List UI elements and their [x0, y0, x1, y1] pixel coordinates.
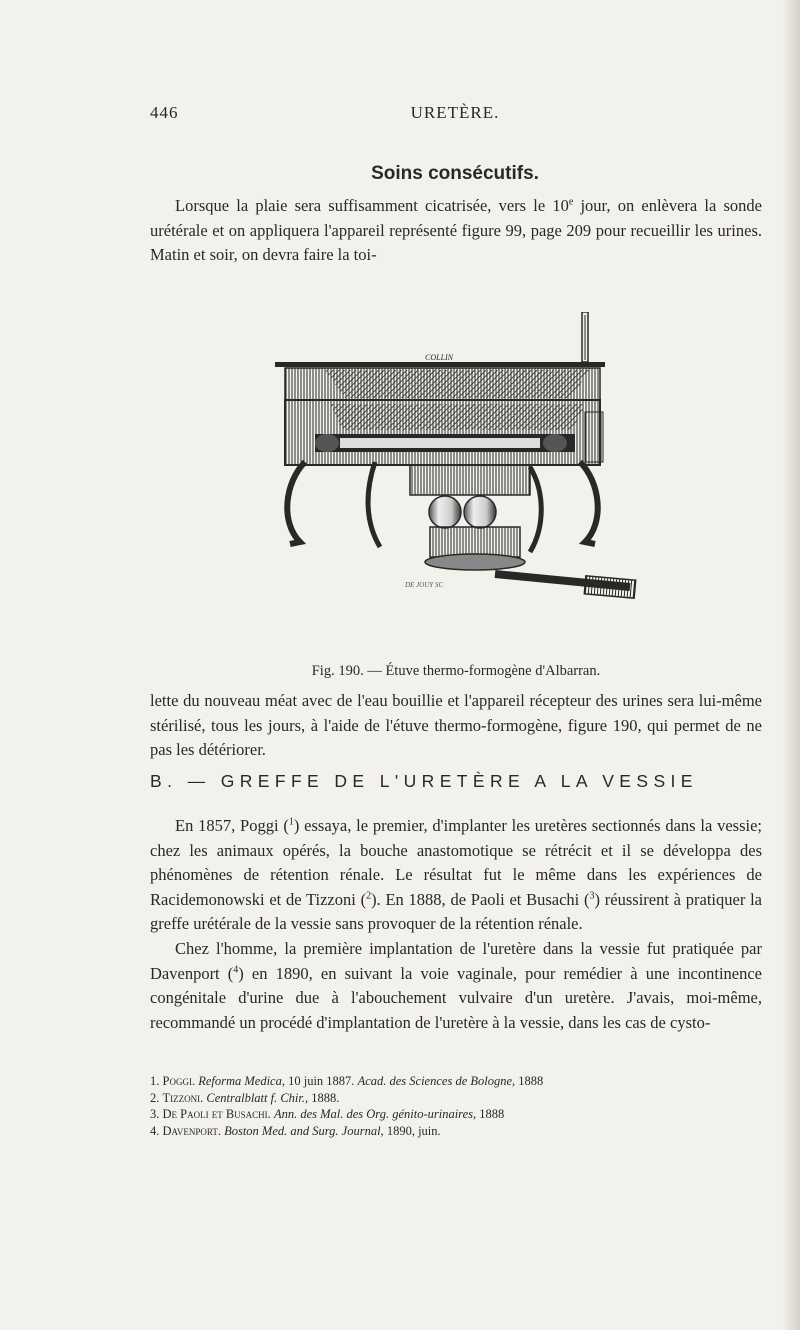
footnote-title: Ann. des Mal. des Org. génito-urinaires, — [273, 1107, 477, 1121]
footnote-detail: 1890, juin. — [383, 1123, 441, 1138]
superscript: e — [568, 196, 574, 208]
footnote-number: 1. — [150, 1074, 160, 1088]
figure-caption: Fig. 190. — Étuve thermo-formogène d'Albarran. — [311, 663, 601, 679]
footnote-title: Boston Med. and Surg. Journal, — [224, 1123, 384, 1138]
footnote-ref-4: 4 — [233, 964, 239, 976]
engraved-label-bottom: DE JOUY SC — [405, 581, 444, 589]
page-number: 446 — [150, 103, 179, 122]
paragraph-1 — [150, 194, 762, 268]
footnote — [150, 1123, 762, 1140]
paragraph-3-text-b: ) essaya, le premier, d'implanter les uretères sectionnés dans la vessie; chez les animaux opérés, la bouche anastomotique se rétrécit et il se développa des phénomènes de rétention rénale. Le résultat fut le même dans les expériences de Racidemonowski et de Tizzoni ( — [150, 816, 762, 909]
paragraph-3-text-c: ). En 1888, de Paoli et Busachi ( — [371, 889, 590, 909]
footnote-journal: Acad. des Sciences de Bologne, — [357, 1074, 516, 1088]
footnote — [150, 1106, 762, 1123]
paragraph-4 — [150, 937, 762, 1035]
paragraph-2: lette du nouveau méat avec de l'eau bouillie et l'appareil récepteur des urines sera lui-même stérilisé, tous les jours, à l'aide de l'étuve thermo-formogène, figure 190, qui permet de ne pas les détériorer. — [150, 691, 762, 760]
footnote-title: Centralblatt f. Chir., — [206, 1090, 309, 1105]
footnote — [150, 1073, 762, 1090]
paragraph-3 — [150, 814, 762, 937]
footnote-ref-1: 1 — [288, 816, 294, 828]
section-title: Soins consécutifs. — [371, 163, 539, 184]
paragraph-3-text-d: ) réussirent à pratiquer la greffe urétérale de la vessie sans provoquer de la rétention rénale. — [150, 889, 762, 934]
paragraph-3-text-a: En 1857, Poggi ( — [175, 816, 289, 835]
footnote-detail: 10 juin 1887. — [284, 1074, 358, 1088]
paragraph-1-text-a: Lorsque la plaie sera suffisamment cicatrisée, vers le 10 — [175, 196, 569, 215]
running-head — [150, 103, 760, 125]
footnote-detail: 1888. — [308, 1090, 340, 1105]
footnote-number: 4. — [150, 1123, 160, 1138]
footnote-number: 2. — [150, 1090, 160, 1105]
footnote-detail: 1888 — [476, 1107, 505, 1121]
page-edge-shadow — [782, 0, 800, 1330]
footnote — [150, 1090, 762, 1107]
footnote-author: De Paoli et Busachi. — [162, 1107, 271, 1121]
footnote-title: Reforma Medica, — [198, 1074, 285, 1088]
engraved-label-top: COLLIN — [425, 353, 454, 362]
footnote-ref-2: 2 — [366, 890, 372, 902]
footnote-year: 1888 — [515, 1074, 544, 1088]
subsection-title: B. — GREFFE DE L'URETÈRE A LA VESSIE — [150, 771, 698, 791]
footnote-ref-3: 3 — [589, 890, 595, 902]
footnote-author: Tizzoni. — [162, 1090, 204, 1105]
footnotes — [150, 1073, 762, 1139]
paragraph-1-text-b: jour, on enlèvera la sonde urétérale et on appliquera l'appareil représenté figure 99, page 209 pour recueillir les urines. Matin et soir, on devra faire la toi- — [150, 196, 762, 265]
paragraph-4-text-a: Chez l'homme, la première implantation de l'uretère dans la vessie fut pratiquée par Davenport ( — [150, 939, 762, 983]
paragraph-4-text-b: ) en 1890, en suivant la voie vaginale, pour remédier à une incontinence congénitale d'urine due à l'abouchement vulvaire d'un uretère. J'avais, moi-même, recommandé un procédé d'implantation de l'uretère à la vessie, dans les cas de cysto- — [150, 963, 763, 1032]
running-title: URETÈRE. — [410, 103, 500, 122]
footnote-author: Poggi. — [162, 1074, 196, 1088]
footnote-number: 3. — [150, 1107, 160, 1121]
figure-etuve-illustration — [255, 312, 650, 657]
footnote-author: Davenport. — [162, 1123, 221, 1138]
